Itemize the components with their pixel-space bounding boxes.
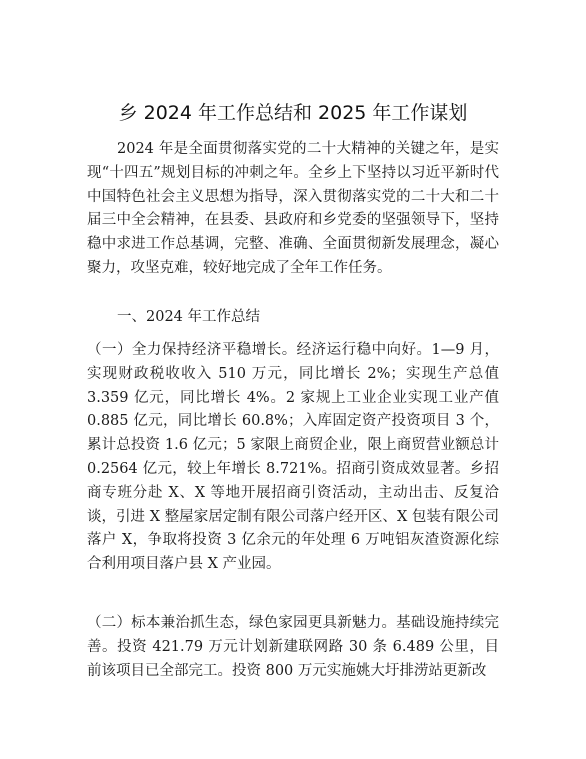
section-heading: 一、2024 年工作总结 <box>117 309 261 325</box>
section-one-paragraph: （一）全力保持经济平稳增长。经济运行稳中向好。1—9 月，实现财政税收收入 510 万元，同比增长 2%；实现生产总值 3.359 亿元，同比增长 4%。2 家规上工业企业实现工业产值 0.885 亿元，同比增长 60.8%；入库固定资产投资项目 3 个，累计总投资 1.6 亿元；5 家限上商贸企业，限上商贸营业额总计 0.2564 亿元，较上年增长 8.721%。招商引资成效显著。乡招商专班分赴 X、X 等地开展招商引资活动，主动出击、反复洽谈，引进 X 整屋家居定制有限公司落户经开区、X 包装有限公司落户 X，争取将投资 3 亿余元的年处理 6 万吨铝灰渣资源化综合利用项目落户县 X 产业园。 <box>87 342 499 573</box>
intro-paragraph: 2024 年是全面贯彻落实党的二十大精神的关键之年，是实现“十四五”规划目标的冲刺之年。全乡上下坚持以习近平新时代中国特色社会主义思想为指导，深入贯彻落实党的二十大和二十届三中全会精神，在县委、县政府和乡党委的坚强领导下，坚持稳中求进工作总基调，完整、准确、全面贯彻新发展理念，凝心聚力，攻坚克难，较好地完成了全年工作任务。 <box>87 141 499 276</box>
section-two-paragraph: （二）标本兼治抓生态，绿色家园更具新魅力。基础设施持续完善。投资 421.79 万元计划新建联网路 30 条 6.489 公里，目前该项目已全部完工。投资 800 万元实施姚大圩排涝站更新改 <box>87 615 499 679</box>
document-title: 乡 2024 年工作总结和 2025 年工作谋划 <box>118 102 468 124</box>
